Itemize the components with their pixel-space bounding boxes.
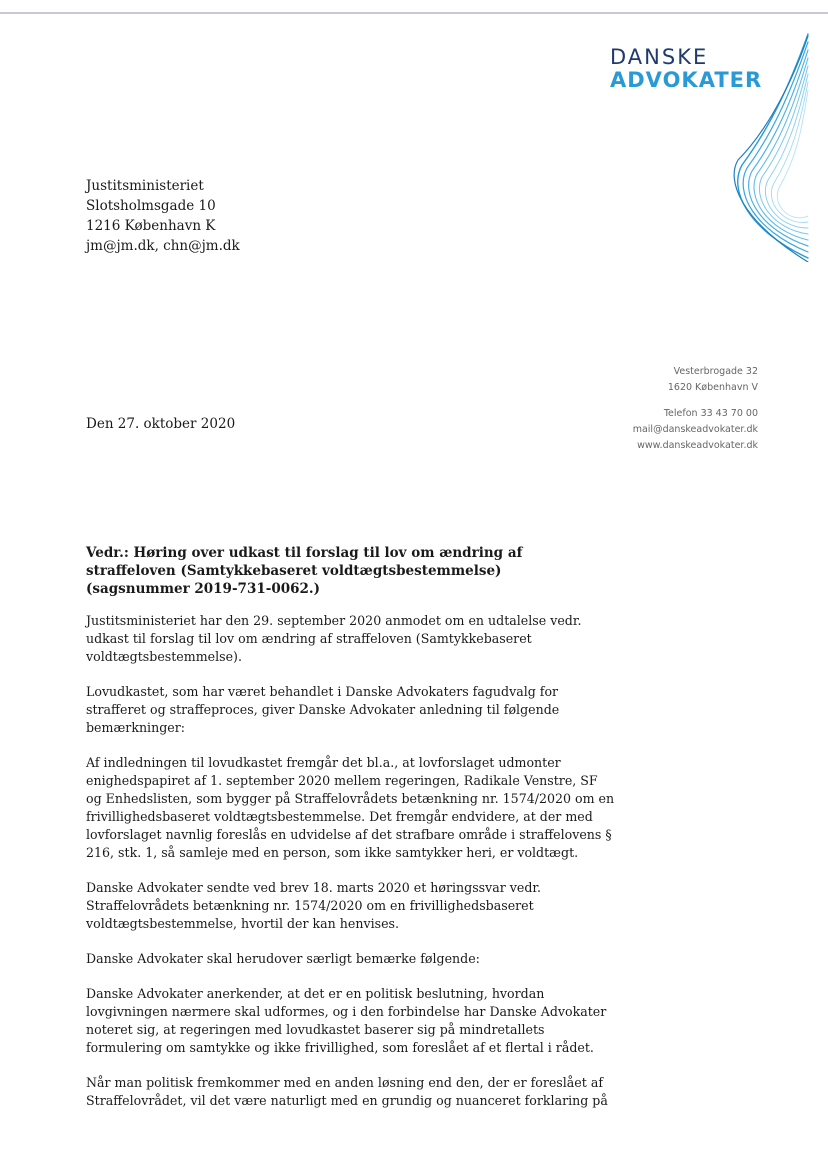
- paragraph: Danske Advokater skal herudover særligt bemærke følgende:: [86, 951, 480, 966]
- paragraph: Af indledningen til lovudkastet fremgår det bl.a., at lovforslaget udmonter enighedspapiret af 1. september 2020 mellem regeringen, Radikale Venstre, SF og Enhedslisten, som bygger på Straffelovrådets betænkning nr. 1574/2020 om en frivillighedsbaseret voldtægtsbestemmelse. Det fremgår endvidere, at der med lovforslaget navnlig foreslås en udvidelse af det strafbare område i straffelovens § 216, stk. 1, så samleje med en person, som ikke samtykker heri, er voldtægt.: [86, 755, 615, 860]
- recipient-name: Justitsministeriet: [86, 178, 204, 194]
- letter-date: Den 27. oktober 2020: [86, 416, 236, 432]
- letter-body: [86, 612, 616, 1127]
- sender-email: mail@danskeadvokater.dk: [632, 424, 758, 435]
- logo-waves-graphic: [728, 30, 810, 262]
- paragraph: Danske Advokater sendte ved brev 18. marts 2020 et høringssvar vedr. Straffelovrådets betænkning nr. 1574/2020 om en frivillighedsbaseret voldtægtsbestemmelse, hvortil der kan henvises.: [86, 880, 542, 931]
- sender-website: www.danskeadvokater.dk: [637, 440, 758, 451]
- logo-line1: DANSKE: [610, 45, 709, 69]
- paragraph: Lovudkastet, som har været behandlet i Danske Advokaters fagudvalg for strafferet og straffeproces, giver Danske Advokater anledning til følgende bemærkninger:: [86, 684, 560, 735]
- top-rule: [0, 12, 828, 14]
- sender-phone: Telefon 33 43 70 00: [663, 408, 758, 419]
- recipient-address: [86, 176, 240, 256]
- recipient-city: 1216 København K: [86, 218, 216, 234]
- paragraph: Når man politisk fremkommer med en anden løsning end den, der er foreslået af Straffelovrådet, vil det være naturligt med en grundig og nuanceret forklaring på: [86, 1075, 608, 1108]
- letter-subject: Vedr.: Høring over udkast til forslag til lov om ændring af straffeloven (Samtykkebaseret voldtægtsbestemmelse) (sagsnummer 2019-731-0062.): [86, 545, 523, 597]
- sender-city: 1620 København V: [667, 382, 758, 393]
- sender-street: Vesterbrogade 32: [673, 366, 758, 377]
- recipient-street: Slotsholmsgade 10: [86, 198, 216, 214]
- logo-line2: ADVOKATER: [610, 68, 763, 92]
- paragraph: Justitsministeriet har den 29. september 2020 anmodet om en udtalelse vedr. udkast til forslag til lov om ændring af straffeloven (Samtykkebaseret voldtægtsbestemmelse).: [86, 613, 582, 664]
- sender-contact: [633, 364, 758, 454]
- recipient-emails: jm@jm.dk, chn@jm.dk: [86, 238, 240, 254]
- paragraph: Danske Advokater anerkender, at det er en politisk beslutning, hvordan lovgivningen nærmere skal udformes, og i den forbindelse har Danske Advokater noteret sig, at regeringen med lovudkastet baserer sig på mindretallets formulering om samtykke og ikke frivillighed, som foreslået af et flertal i rådet.: [86, 986, 607, 1055]
